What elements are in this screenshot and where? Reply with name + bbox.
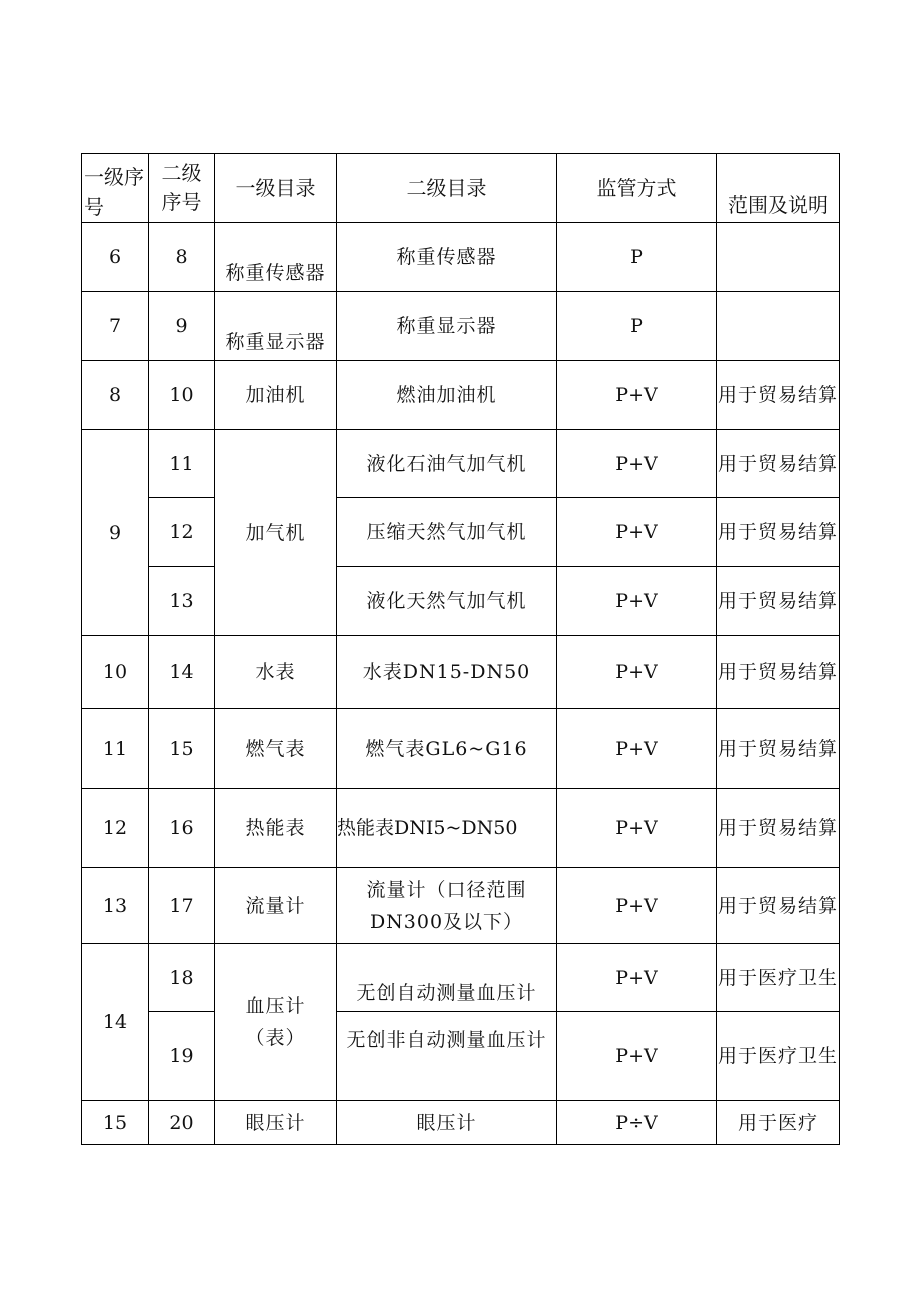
table-row xyxy=(82,292,840,361)
cell-level2-catalog: 称重传感器 xyxy=(337,223,557,292)
header-scope: 范围及说明 xyxy=(717,154,840,223)
cell-supervision: P+V xyxy=(557,868,717,944)
table-row xyxy=(82,944,840,1012)
cell-scope xyxy=(717,292,840,361)
cell-level1-no: 13 xyxy=(82,868,149,944)
cell-level2-no: 14 xyxy=(149,636,215,709)
cell-level1-catalog: 称重显示器 xyxy=(215,292,337,361)
cell-level2-no: 13 xyxy=(149,567,215,636)
cell-level2-no: 12 xyxy=(149,498,215,567)
cell-level2-catalog: 眼压计 xyxy=(337,1101,557,1145)
cell-supervision: P xyxy=(557,223,717,292)
cell-scope: 用于贸易结算 xyxy=(717,636,840,709)
cell-scope xyxy=(717,223,840,292)
table-row xyxy=(82,636,840,709)
header-level1-no: 一级序号 xyxy=(82,154,149,223)
cell-level2-no: 16 xyxy=(149,789,215,868)
cell-supervision: P xyxy=(557,292,717,361)
cell-scope: 用于贸易结算 xyxy=(717,567,840,636)
catalog-table xyxy=(81,153,840,1145)
table-row xyxy=(82,1101,840,1145)
cell-scope: 用于贸易结算 xyxy=(717,361,840,430)
cell-level1-no: 10 xyxy=(82,636,149,709)
cell-level2-catalog: 燃气表GL6~G16 xyxy=(337,709,557,789)
cell-level2-no: 20 xyxy=(149,1101,215,1145)
table-row xyxy=(82,868,840,944)
cell-level2-catalog: 燃油加油机 xyxy=(337,361,557,430)
cell-level2-catalog: 流量计（口径范围DN300及以下） xyxy=(337,868,557,944)
cell-level2-catalog: 称重显示器 xyxy=(337,292,557,361)
cell-level2-no: 11 xyxy=(149,430,215,498)
table-row xyxy=(82,430,840,498)
cell-level1-no: 8 xyxy=(82,361,149,430)
cell-level1-catalog: 水表 xyxy=(215,636,337,709)
cell-level2-catalog: 无创自动测量血压计 xyxy=(337,944,557,1012)
cell-scope: 用于医疗卫生 xyxy=(717,1012,840,1101)
cell-scope: 用于医疗卫生 xyxy=(717,944,840,1012)
cell-level2-catalog: 无创非自动测量血压计 xyxy=(337,1012,557,1101)
header-level1-catalog: 一级目录 xyxy=(215,154,337,223)
cell-scope: 用于医疗 xyxy=(717,1101,840,1145)
table-row xyxy=(82,567,840,636)
cell-level2-no: 19 xyxy=(149,1012,215,1101)
table-row xyxy=(82,498,840,567)
cell-level2-no: 8 xyxy=(149,223,215,292)
cell-level1-no: 9 xyxy=(82,430,149,636)
cell-scope: 用于贸易结算 xyxy=(717,430,840,498)
cell-supervision: P+V xyxy=(557,430,717,498)
cell-level2-no: 9 xyxy=(149,292,215,361)
cell-level1-catalog: 加气机 xyxy=(215,430,337,636)
table-header-row xyxy=(82,154,840,223)
cell-level1-no: 11 xyxy=(82,709,149,789)
table-row xyxy=(82,223,840,292)
cell-level1-catalog: 热能表 xyxy=(215,789,337,868)
cell-level2-no: 17 xyxy=(149,868,215,944)
cell-supervision: P+V xyxy=(557,789,717,868)
cell-level1-catalog: 称重传感器 xyxy=(215,223,337,292)
cell-level2-catalog: 液化天然气加气机 xyxy=(337,567,557,636)
cell-supervision: P÷V xyxy=(557,1101,717,1145)
cell-scope: 用于贸易结算 xyxy=(717,709,840,789)
cell-level2-catalog: 热能表DNI5~DN50 xyxy=(337,789,557,868)
table-row xyxy=(82,1012,840,1101)
cell-level1-no: 12 xyxy=(82,789,149,868)
cell-level1-catalog: 血压计（表） xyxy=(215,944,337,1101)
header-level2-no: 二级序号 xyxy=(149,154,215,223)
cell-level1-catalog: 加油机 xyxy=(215,361,337,430)
cell-level1-no: 14 xyxy=(82,944,149,1101)
cell-level1-no: 7 xyxy=(82,292,149,361)
cell-level2-no: 15 xyxy=(149,709,215,789)
cell-level2-no: 10 xyxy=(149,361,215,430)
header-supervision: 监管方式 xyxy=(557,154,717,223)
cell-level2-no: 18 xyxy=(149,944,215,1012)
cell-level2-catalog: 液化石油气加气机 xyxy=(337,430,557,498)
cell-supervision: P+V xyxy=(557,567,717,636)
cell-scope: 用于贸易结算 xyxy=(717,789,840,868)
cell-level1-catalog: 燃气表 xyxy=(215,709,337,789)
cell-supervision: P+V xyxy=(557,944,717,1012)
cell-scope: 用于贸易结算 xyxy=(717,868,840,944)
cell-level1-no: 6 xyxy=(82,223,149,292)
cell-scope: 用于贸易结算 xyxy=(717,498,840,567)
table-row xyxy=(82,361,840,430)
cell-supervision: P+V xyxy=(557,636,717,709)
cell-level1-catalog: 眼压计 xyxy=(215,1101,337,1145)
cell-level1-no: 15 xyxy=(82,1101,149,1145)
cell-supervision: P+V xyxy=(557,498,717,567)
cell-supervision: P+V xyxy=(557,361,717,430)
cell-level2-catalog: 水表DN15-DN50 xyxy=(337,636,557,709)
header-level2-catalog: 二级目录 xyxy=(337,154,557,223)
cell-level1-catalog: 流量计 xyxy=(215,868,337,944)
cell-level2-catalog: 压缩天然气加气机 xyxy=(337,498,557,567)
cell-supervision: P+V xyxy=(557,709,717,789)
table-row xyxy=(82,789,840,868)
table-row xyxy=(82,709,840,789)
cell-supervision: P+V xyxy=(557,1012,717,1101)
